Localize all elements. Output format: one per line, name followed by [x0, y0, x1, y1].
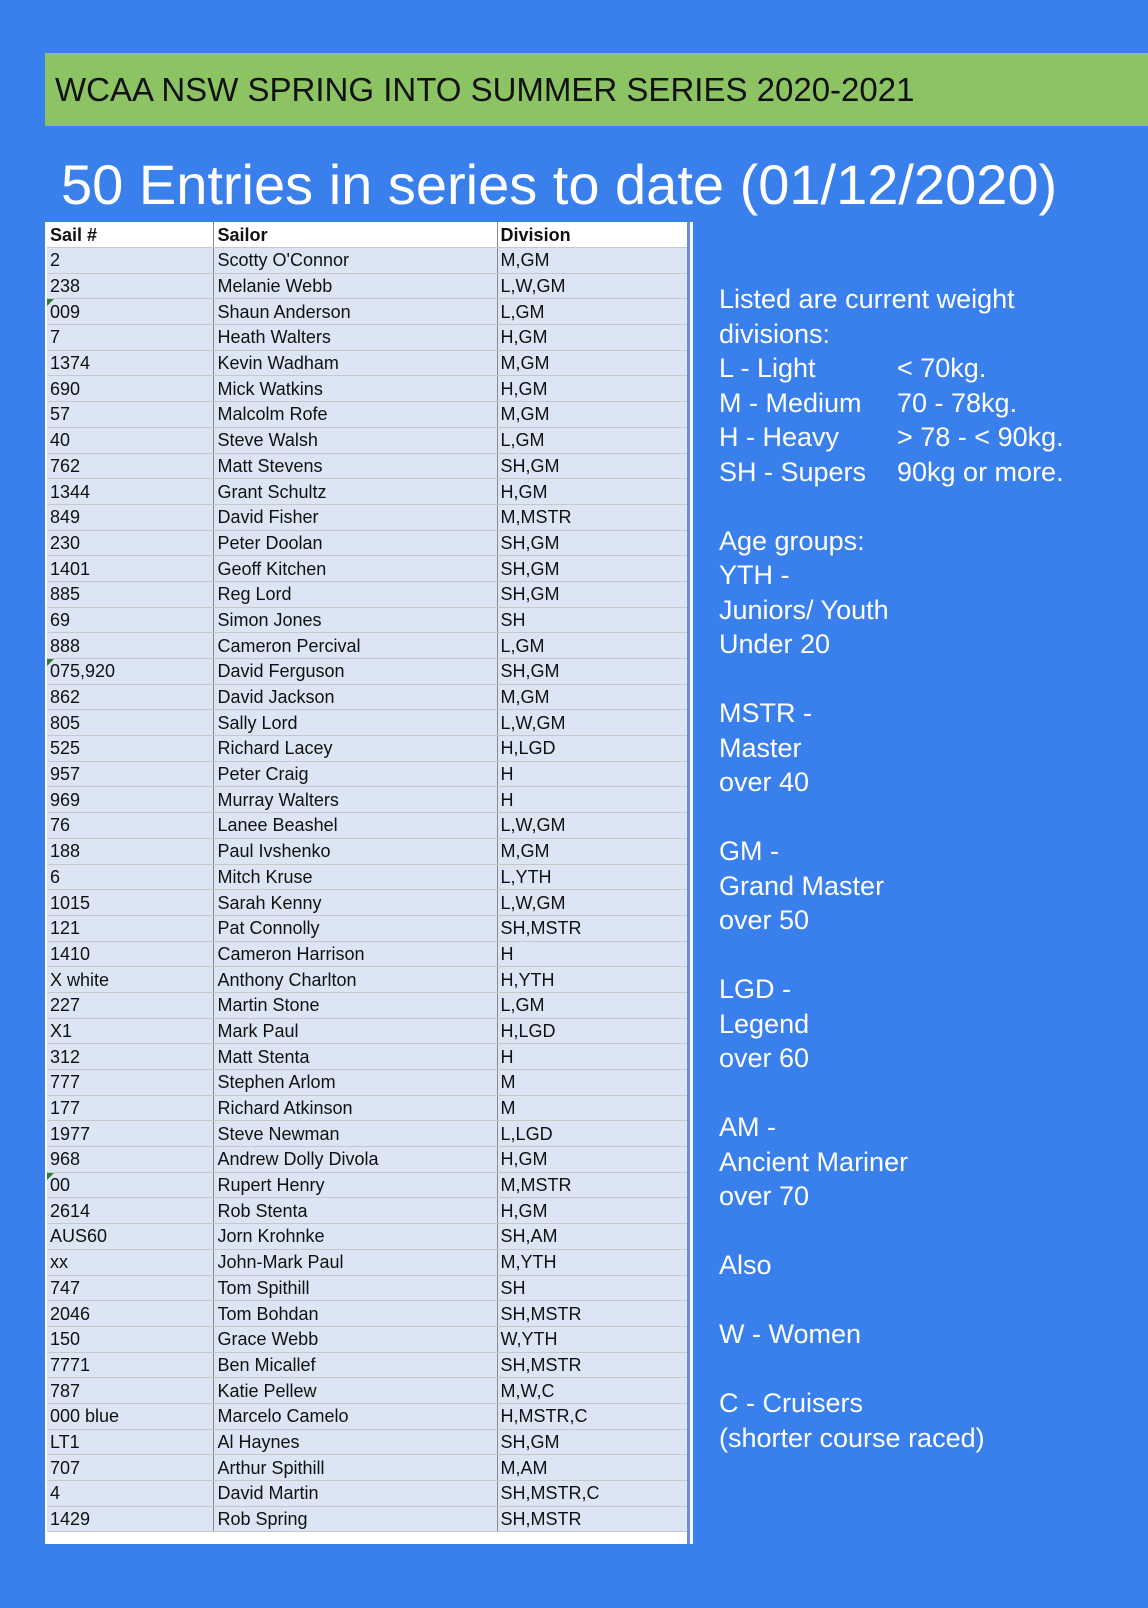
cell-division: M,AM	[497, 1455, 688, 1481]
table-row	[47, 1095, 689, 1121]
weight-division-name: M - Medium	[719, 387, 862, 418]
cell-sail-number: 1401	[47, 556, 214, 582]
table-row	[47, 633, 689, 659]
cell-division: H,YTH	[497, 967, 688, 993]
cell-sail-number: 075,920	[47, 659, 214, 685]
cell-sailor: Mark Paul	[214, 1018, 497, 1044]
cell-sail-number: 969	[47, 787, 214, 813]
cell-sailor: Shaun Anderson	[214, 299, 497, 325]
cell-sail-number: 000 blue	[47, 1403, 214, 1429]
cell-sailor: Cameron Percival	[214, 633, 497, 659]
table-row	[47, 1121, 689, 1147]
cell-sailor: Reg Lord	[214, 581, 497, 607]
legend-line: Ancient Mariner	[719, 1146, 909, 1177]
cell-sailor: Matt Stenta	[214, 1044, 497, 1070]
cell-sail-number: 525	[47, 736, 214, 762]
cell-sailor: David Jackson	[214, 684, 497, 710]
table-row	[47, 890, 689, 916]
table-row	[47, 813, 689, 839]
cell-division: SH,GM	[497, 581, 688, 607]
cell-sail-number: 690	[47, 376, 214, 402]
table-row	[47, 1172, 689, 1198]
table-row	[47, 556, 689, 582]
cell-sail-number: X1	[47, 1018, 214, 1044]
cell-sailor: Rupert Henry	[214, 1172, 497, 1198]
weight-division-row	[719, 386, 1064, 421]
cell-sailor: Murray Walters	[214, 787, 497, 813]
header-division: Division	[497, 222, 688, 248]
cell-sailor: Mitch Kruse	[214, 864, 497, 890]
table-row	[47, 761, 689, 787]
cell-sail-number: 312	[47, 1044, 214, 1070]
weight-division-row	[719, 455, 1064, 490]
cell-sailor: Marcelo Camelo	[214, 1403, 497, 1429]
table-row	[47, 1378, 689, 1404]
cell-sail-number: 805	[47, 710, 214, 736]
cell-sailor: Grace Webb	[214, 1326, 497, 1352]
cell-sailor: Paul Ivshenko	[214, 838, 497, 864]
table-row	[47, 1326, 689, 1352]
table-row	[47, 479, 689, 505]
table-row	[47, 504, 689, 530]
cell-division: L,W,GM	[497, 273, 688, 299]
series-banner	[45, 53, 1148, 126]
cell-division: L,W,GM	[497, 710, 688, 736]
age-groups-list	[719, 558, 1064, 1455]
cell-sailor: John-Mark Paul	[214, 1249, 497, 1275]
cell-sailor: Richard Lacey	[214, 736, 497, 762]
cell-sailor: Al Haynes	[214, 1429, 497, 1455]
cell-division: M,W,C	[497, 1378, 688, 1404]
cell-sail-number: 968	[47, 1147, 214, 1173]
table-row	[47, 684, 689, 710]
cell-division: H,GM	[497, 325, 688, 351]
table-row	[47, 1275, 689, 1301]
cell-sailor: Ben Micallef	[214, 1352, 497, 1378]
table-row	[47, 1018, 689, 1044]
cell-sail-number: 2046	[47, 1301, 214, 1327]
cell-sailor: Steve Walsh	[214, 427, 497, 453]
weight-intro-line-1: Listed are current weight	[719, 284, 1015, 314]
cell-sailor: Cameron Harrison	[214, 941, 497, 967]
age-groups-title: Age groups:	[719, 525, 865, 556]
cell-sail-number: 2	[47, 248, 214, 274]
legend-line: C - Cruisers	[719, 1388, 864, 1418]
cell-sailor: Steve Newman	[214, 1121, 497, 1147]
table-row	[47, 1403, 689, 1429]
cell-sailor: Rob Stenta	[214, 1198, 497, 1224]
cell-sail-number: 230	[47, 530, 214, 556]
legend-line: Master	[719, 732, 802, 763]
legend-line: YTH -	[719, 560, 790, 590]
cell-sail-number: 747	[47, 1275, 214, 1301]
cell-sail-number: X white	[47, 967, 214, 993]
cell-division: M,MSTR	[497, 1172, 688, 1198]
cell-sail-number: 862	[47, 684, 214, 710]
weight-division-range: > 78 - < 90kg.	[897, 422, 1064, 452]
table-row	[47, 1070, 689, 1096]
cell-sailor: Grant Schultz	[214, 479, 497, 505]
table-header-row	[47, 222, 689, 248]
table-row	[47, 1198, 689, 1224]
cell-sailor: Mick Watkins	[214, 376, 497, 402]
cell-sailor: Malcolm Rofe	[214, 402, 497, 428]
cell-sail-number: 177	[47, 1095, 214, 1121]
weight-division-name: H - Heavy	[719, 422, 840, 452]
legend-line: (shorter course raced)	[719, 1422, 985, 1453]
cell-sailor: Martin Stone	[214, 992, 497, 1018]
cell-division: L,GM	[497, 427, 688, 453]
cell-division: L,GM	[497, 299, 688, 325]
cell-sailor: Peter Doolan	[214, 530, 497, 556]
weight-division-range: < 70kg.	[897, 353, 987, 383]
cell-sailor: Tom Spithill	[214, 1275, 497, 1301]
cell-sailor: Geoff Kitchen	[214, 556, 497, 582]
cell-sailor: Tom Bohdan	[214, 1301, 497, 1327]
cell-sail-number: 150	[47, 1326, 214, 1352]
cell-division: H,LGD	[497, 736, 688, 762]
table-row	[47, 1224, 689, 1250]
cell-sailor: David Ferguson	[214, 659, 497, 685]
cell-division: M,GM	[497, 684, 688, 710]
table-row	[47, 530, 689, 556]
cell-division: H,GM	[497, 376, 688, 402]
cell-sailor: Heath Walters	[214, 325, 497, 351]
legend-line: over 60	[719, 1043, 810, 1073]
cell-sail-number: 238	[47, 273, 214, 299]
table-row	[47, 710, 689, 736]
cell-sailor: Sarah Kenny	[214, 890, 497, 916]
table-row	[47, 581, 689, 607]
table-row	[47, 376, 689, 402]
cell-division: L,LGD	[497, 1121, 688, 1147]
cell-division: SH	[497, 607, 688, 633]
weight-division-row	[719, 420, 1064, 455]
cell-sailor: David Fisher	[214, 504, 497, 530]
cell-sail-number: 00	[47, 1172, 214, 1198]
cell-sail-number: 1344	[47, 479, 214, 505]
cell-sail-number: 76	[47, 813, 214, 839]
table-row	[47, 325, 689, 351]
cell-sailor: Pat Connolly	[214, 915, 497, 941]
table-row	[47, 1147, 689, 1173]
weight-division-range: 90kg or more.	[897, 456, 1064, 487]
legend-line: AM -	[719, 1112, 776, 1142]
cell-division: M,GM	[497, 402, 688, 428]
cell-sailor: Sally Lord	[214, 710, 497, 736]
cell-division: SH,MSTR	[497, 1506, 688, 1532]
table-row	[47, 1506, 689, 1532]
cell-division: SH,MSTR,C	[497, 1481, 688, 1507]
cell-division: H,MSTR,C	[497, 1403, 688, 1429]
cell-division: SH	[497, 1275, 688, 1301]
cell-division: SH,MSTR	[497, 1301, 688, 1327]
cell-sailor: Katie Pellew	[214, 1378, 497, 1404]
cell-sail-number: 40	[47, 427, 214, 453]
header-sail-number: Sail #	[47, 222, 214, 248]
table-row	[47, 1044, 689, 1070]
table-row	[47, 659, 689, 685]
cell-division: M,GM	[497, 838, 688, 864]
cell-sail-number: 69	[47, 607, 214, 633]
cell-division: W,YTH	[497, 1326, 688, 1352]
legend-line: Under 20	[719, 629, 831, 659]
cell-division: H	[497, 761, 688, 787]
table-row	[47, 838, 689, 864]
table-row	[47, 1455, 689, 1481]
cell-sailor: Arthur Spithill	[214, 1455, 497, 1481]
cell-division: L,W,GM	[497, 813, 688, 839]
cell-division: H,LGD	[497, 1018, 688, 1044]
table-row	[47, 992, 689, 1018]
cell-division: L,YTH	[497, 864, 688, 890]
table-row	[47, 1249, 689, 1275]
cell-sailor: Anthony Charlton	[214, 967, 497, 993]
table-row	[47, 915, 689, 941]
table-row	[47, 1352, 689, 1378]
table-row	[47, 1481, 689, 1507]
cell-comment-marker	[47, 659, 54, 666]
cell-division: M,MSTR	[497, 504, 688, 530]
legend-line: W - Women	[719, 1319, 862, 1349]
cell-division: H	[497, 1044, 688, 1070]
cell-division: M,YTH	[497, 1249, 688, 1275]
cell-division: SH,GM	[497, 659, 688, 685]
cell-division: M	[497, 1095, 688, 1121]
cell-sail-number: 888	[47, 633, 214, 659]
table-row	[47, 402, 689, 428]
cell-sail-number: 762	[47, 453, 214, 479]
legend-line: Juniors/ Youth	[719, 594, 889, 625]
legend-line: over 50	[719, 905, 810, 935]
cell-sail-number: 121	[47, 915, 214, 941]
cell-sail-number: 707	[47, 1455, 214, 1481]
weight-division-name: SH - Supers	[719, 456, 867, 487]
cell-sailor: David Martin	[214, 1481, 497, 1507]
cell-division: H	[497, 787, 688, 813]
weight-intro-line-2: divisions:	[719, 318, 831, 349]
cell-sailor: Rob Spring	[214, 1506, 497, 1532]
cell-division: H,GM	[497, 1198, 688, 1224]
cell-sail-number: 57	[47, 402, 214, 428]
cell-division: SH,GM	[497, 1429, 688, 1455]
legend-line: GM -	[719, 836, 779, 866]
cell-division: M,GM	[497, 350, 688, 376]
table-row	[47, 350, 689, 376]
cell-division: M	[497, 1070, 688, 1096]
cell-sail-number: 1410	[47, 941, 214, 967]
cell-sail-number: 1429	[47, 1506, 214, 1532]
cell-sail-number: 6	[47, 864, 214, 890]
table-row	[47, 941, 689, 967]
table-row	[47, 787, 689, 813]
cell-division: SH,AM	[497, 1224, 688, 1250]
cell-comment-marker	[47, 1173, 54, 1180]
legend-line: MSTR -	[719, 698, 812, 728]
cell-division: L,GM	[497, 992, 688, 1018]
cell-sail-number: 849	[47, 504, 214, 530]
cell-division: H,GM	[497, 479, 688, 505]
cell-division: SH,MSTR	[497, 1352, 688, 1378]
weight-division-range: 70 - 78kg.	[897, 387, 1018, 418]
weight-division-name: L - Light	[719, 353, 816, 383]
cell-sail-number: 188	[47, 838, 214, 864]
cell-division: H,GM	[497, 1147, 688, 1173]
cell-sail-number: xx	[47, 1249, 214, 1275]
table-row	[47, 607, 689, 633]
table-row	[47, 1429, 689, 1455]
table-right-border	[687, 222, 690, 1544]
legend-line: Also	[719, 1250, 772, 1280]
entries-subtitle: 50 Entries in series to date (01/12/2020)	[61, 153, 1058, 216]
entries-table	[47, 222, 689, 1532]
cell-sail-number: 009	[47, 299, 214, 325]
table-row	[47, 453, 689, 479]
cell-sail-number: 4	[47, 1481, 214, 1507]
cell-sailor: Simon Jones	[214, 607, 497, 633]
cell-sail-number: 227	[47, 992, 214, 1018]
table-row	[47, 736, 689, 762]
cell-sail-number: 2614	[47, 1198, 214, 1224]
cell-sail-number: 1374	[47, 350, 214, 376]
legend-line: over 70	[719, 1181, 810, 1211]
cell-sail-number: 777	[47, 1070, 214, 1096]
cell-division: L,GM	[497, 633, 688, 659]
cell-division: L,W,GM	[497, 890, 688, 916]
cell-sail-number: 957	[47, 761, 214, 787]
cell-sailor: Peter Craig	[214, 761, 497, 787]
legend-line: Grand Master	[719, 870, 885, 901]
legend-line: LGD -	[719, 974, 792, 1004]
cell-division: H	[497, 941, 688, 967]
series-title: WCAA NSW SPRING INTO SUMMER SERIES 2020-2021	[55, 70, 915, 108]
table-row	[47, 299, 689, 325]
table-row	[47, 967, 689, 993]
cell-division: SH,GM	[497, 453, 688, 479]
table-row	[47, 864, 689, 890]
cell-sail-number: 885	[47, 581, 214, 607]
table-row	[47, 427, 689, 453]
cell-sailor: Melanie Webb	[214, 273, 497, 299]
cell-sail-number: 1977	[47, 1121, 214, 1147]
cell-sailor: Jorn Krohnke	[214, 1224, 497, 1250]
cell-sailor: Kevin Wadham	[214, 350, 497, 376]
legend-line: over 40	[719, 767, 810, 797]
cell-sailor: Richard Atkinson	[214, 1095, 497, 1121]
cell-sailor: Stephen Arlom	[214, 1070, 497, 1096]
cell-sailor: Matt Stevens	[214, 453, 497, 479]
cell-division: SH,GM	[497, 556, 688, 582]
cell-sail-number: AUS60	[47, 1224, 214, 1250]
entries-table-panel	[45, 222, 693, 1544]
table-row	[47, 273, 689, 299]
weight-divisions-list	[719, 351, 1064, 489]
table-row	[47, 1301, 689, 1327]
cell-division: SH,MSTR	[497, 915, 688, 941]
legend-line: Legend	[719, 1008, 810, 1039]
cell-sailor: Lanee Beashel	[214, 813, 497, 839]
cell-sail-number: 787	[47, 1378, 214, 1404]
cell-sailor: Andrew Dolly Divola	[214, 1147, 497, 1173]
cell-sail-number: 1015	[47, 890, 214, 916]
cell-sailor: Scotty O'Connor	[214, 248, 497, 274]
cell-division: SH,GM	[497, 530, 688, 556]
weight-division-row	[719, 351, 1064, 386]
table-row	[47, 248, 689, 274]
cell-sail-number: 7	[47, 325, 214, 351]
cell-sail-number: 7771	[47, 1352, 214, 1378]
cell-comment-marker	[47, 299, 54, 306]
cell-sail-number: LT1	[47, 1429, 214, 1455]
division-legend	[719, 282, 1064, 1455]
cell-division: M,GM	[497, 248, 688, 274]
header-sailor: Sailor	[214, 222, 497, 248]
